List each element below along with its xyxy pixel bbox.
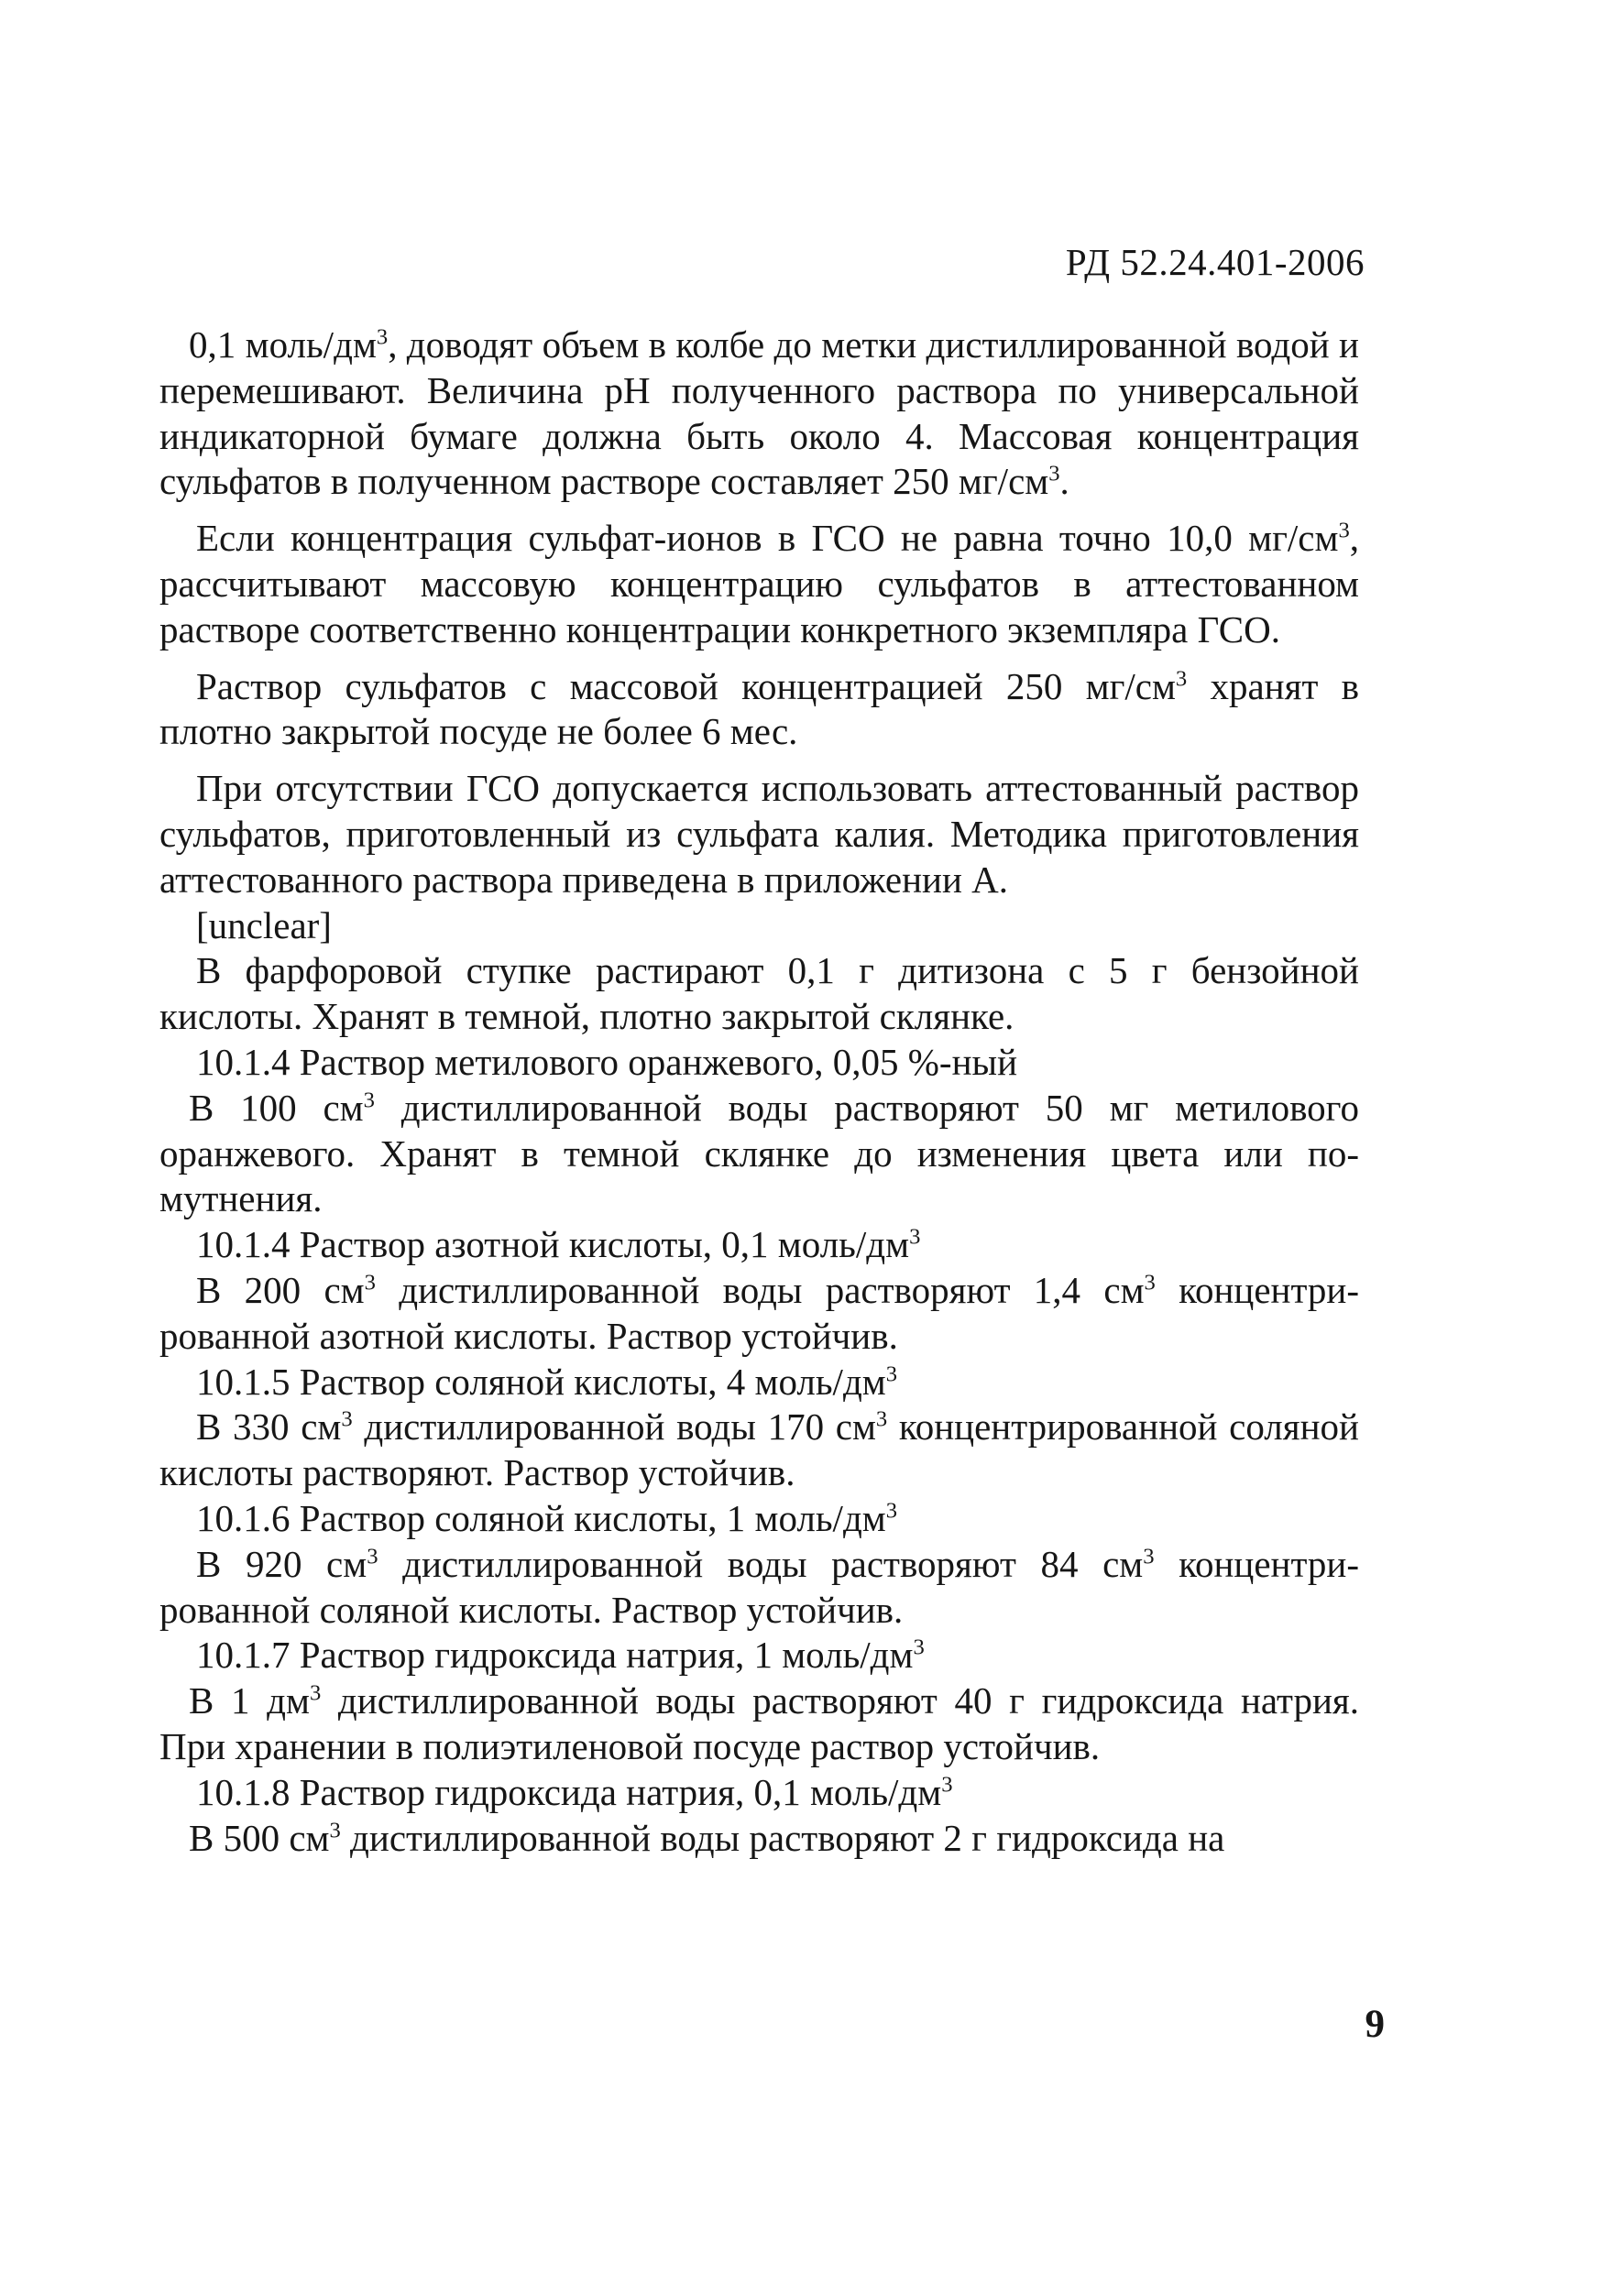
text-run: концентрированной соляной кислоты растворяют. Раствор устойчив. (159, 1405, 1359, 1494)
text-run: хранят в плотно закрытой посуде не более 6 мес. (159, 664, 1359, 753)
section-heading (159, 1633, 1359, 1678)
text-run: 10.1.4 Раствор азотной кислоты, 0,1 моль/дм (196, 1223, 910, 1266)
text-run: 10.1.8 Раствор гидроксида натрия, 0,1 моль/дм (196, 1770, 942, 1813)
superscript: 3 (1144, 1270, 1156, 1296)
superscript: 3 (341, 1406, 353, 1432)
text-run: 10.1.5 Раствор соляной кислоты, 4 моль/дм (196, 1360, 886, 1403)
paragraph (159, 1816, 1359, 1862)
text-run: В 200 см (196, 1268, 365, 1311)
section-heading (159, 1360, 1359, 1405)
body-text (159, 323, 1359, 1861)
superscript: 3 (909, 1224, 921, 1250)
superscript: 3 (913, 1635, 925, 1660)
text-run: концентрированной соляной кислоты. Раствор устойчив. (159, 1542, 1360, 1631)
text-run: дистиллированной воды растворяют 50 мг метилового оранжевого. Хранят в темной склянке до изменения цвета или помутнения. (159, 1086, 1359, 1220)
document-code: РД 52.24.401-2006 (1065, 241, 1365, 283)
paragraph (159, 1678, 1359, 1770)
page-number: 9 (1365, 2003, 1385, 2046)
superscript: 3 (363, 1088, 375, 1113)
paragraph (159, 664, 1359, 756)
paragraph (159, 1405, 1359, 1496)
text-run: . (1059, 460, 1069, 503)
superscript: 3 (941, 1772, 953, 1798)
superscript: 3 (376, 324, 389, 350)
text-run: дистиллированной воды растворяют 1,4 см (375, 1268, 1145, 1311)
text-run: дистиллированной воды растворяют 40 г гидроксида натрия. При хранении в полиэтиленовой посуде раствор устойчив. (159, 1679, 1359, 1767)
text-run: 0,1 моль/дм (189, 323, 377, 366)
text-run: 10.1.6 Раствор соляной кислоты, 1 моль/дм (196, 1496, 886, 1539)
superscript: 3 (885, 1361, 898, 1386)
text-run: Если концентрация сульфат-ионов в ГСО не равна точно 10,0 мг/см (196, 517, 1339, 560)
text-run: 10.1.7 Раствор гидроксида натрия, 1 моль/дм (196, 1634, 914, 1677)
paragraph: При отсутствии ГСО допускается использовать аттестованный раствор сульфатов, приготовленный из сульфата калия. Методика приготовления аттестованного раствора приведена в приложении А. (159, 767, 1359, 901)
text-run: дистиллированной воды растворяют 84 см (378, 1542, 1144, 1585)
superscript: 3 (367, 1544, 378, 1569)
superscript: 3 (309, 1680, 322, 1706)
paragraph (159, 323, 1359, 505)
section-heading (159, 1770, 1359, 1816)
paragraph (159, 516, 1359, 652)
text-run: , рассчитывают массовую концентрацию сульфатов в аттестованном растворе соответственно концентрации конкретного экземпляра ГСО. (159, 517, 1359, 651)
text-run: Раствор сульфатов с массовой концентрацией 250 мг/см (196, 664, 1176, 707)
superscript: 3 (885, 1498, 898, 1524)
text-run: , доводят объем в колбе до метки дистиллированной водой и перемешивают. Величина pH полученного раствора по универсальной индикаторной бумаге должна быть около 4. Массовая концентрация сульфатов в полученном растворе составляет 250 мг/см (159, 323, 1359, 503)
text-run: В 1 дм (189, 1679, 310, 1722)
section-heading: 10.1.4 Раствор метилового оранжевого, 0,05 %-ный (196, 1040, 1018, 1083)
text-run: дистиллированной воды 170 см (352, 1405, 876, 1449)
superscript: 3 (1048, 461, 1060, 487)
text-run: концентрированной азотной кислоты. Раствор устойчив. (159, 1268, 1360, 1357)
text-run: В 500 см (189, 1816, 330, 1859)
superscript: 3 (875, 1406, 888, 1432)
superscript: 3 (364, 1270, 376, 1296)
section-heading (159, 1496, 1359, 1542)
section-heading (159, 1222, 1359, 1268)
superscript: 3 (1143, 1544, 1155, 1569)
paragraph (159, 1268, 1359, 1360)
paragraph: В фарфоровой ступке растирают 0,1 г дитизона с 5 г бензойной кислоты. Хранят в темной, плотно закрытой склянке. (159, 949, 1359, 1038)
text-run: В 920 см (196, 1542, 367, 1585)
text-run: В 330 см (196, 1405, 342, 1449)
superscript: 3 (1338, 518, 1350, 543)
text-run: В 100 см (189, 1086, 364, 1129)
superscript: 3 (1175, 665, 1188, 691)
section-heading: [unclear] (196, 903, 332, 946)
text-run: дистиллированной воды растворяют 2 г гидроксида на (340, 1816, 1225, 1859)
paragraph (159, 1086, 1359, 1222)
superscript: 3 (329, 1817, 341, 1842)
paragraph (159, 1542, 1359, 1634)
